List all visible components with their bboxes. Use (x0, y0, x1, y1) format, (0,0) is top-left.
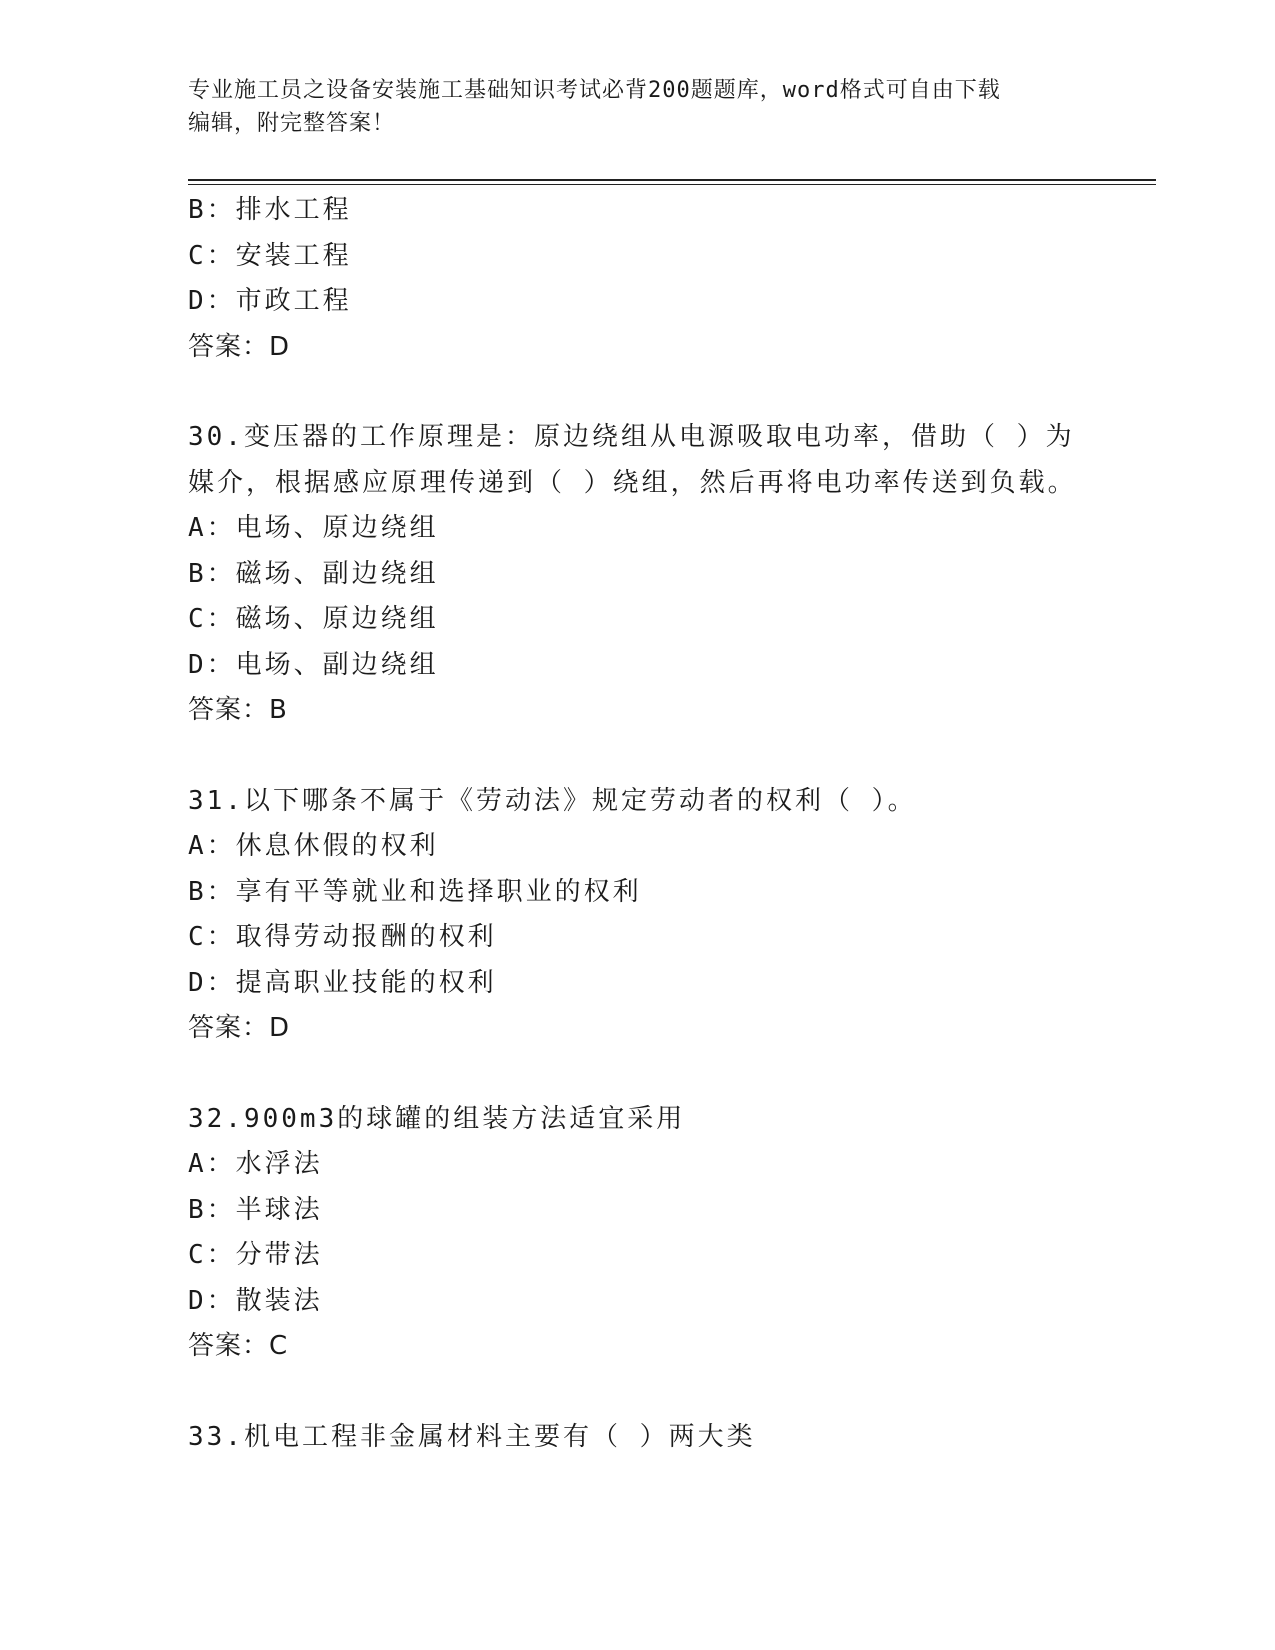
option-c: C：分带法 (188, 1240, 323, 1270)
option-d: D：市政工程 (188, 286, 352, 316)
option-c: C：安装工程 (188, 240, 352, 271)
header-title-line-1: 专业施工员之设备安装施工基础知识考试必背200题题库，word格式可自由下载 (188, 78, 1001, 103)
question-29 (188, 188, 1088, 370)
option-a: A：电场、原边绕组 (188, 513, 439, 543)
question-stem: 31.以下哪条不属于《劳动法》规定劳动者的权利（ ）。 (188, 785, 917, 816)
option-d: D：散装法 (188, 1285, 323, 1316)
answer: 答案：D (188, 1013, 291, 1043)
option-a: A：休息休假的权利 (188, 831, 439, 861)
option-d: D：电场、副边绕组 (188, 649, 439, 680)
question-30 (188, 415, 1088, 734)
option-d: D：提高职业技能的权利 (188, 967, 497, 998)
question-list (188, 188, 1088, 1460)
question-33 (188, 1415, 1088, 1461)
question-stem: 30.变压器的工作原理是：原边绕组从电源吸取电功率，借助（ ）为 (188, 422, 1075, 452)
question-31 (188, 779, 1088, 1052)
header-divider-thick (188, 179, 1156, 181)
option-b: B：享有平等就业和选择职业的权利 (188, 876, 642, 907)
option-b: B：磁场、副边绕组 (188, 558, 439, 589)
question-stem-cont: 媒介，根据感应原理传递到（ ）绕组，然后再将电功率传送到负载。 (188, 467, 1077, 498)
option-c: C：取得劳动报酬的权利 (188, 922, 497, 952)
answer: 答案：C (188, 1331, 289, 1361)
option-a: A：水浮法 (188, 1149, 323, 1179)
option-b: B：半球法 (188, 1194, 323, 1225)
option-b: B：排水工程 (188, 195, 352, 225)
page-header (188, 74, 1088, 140)
question-32 (188, 1097, 1088, 1370)
answer: 答案：D (188, 331, 291, 362)
option-c: C：磁场、原边绕组 (188, 604, 439, 634)
header-title-line-2: 编辑，附完整答案！ (188, 111, 396, 136)
question-stem: 33.机电工程非金属材料主要有（ ）两大类 (188, 1421, 756, 1452)
question-stem: 32.900m3的球罐的组装方法适宜采用 (188, 1103, 686, 1134)
answer: 答案：B (188, 695, 288, 725)
header-divider-thin (188, 184, 1156, 185)
